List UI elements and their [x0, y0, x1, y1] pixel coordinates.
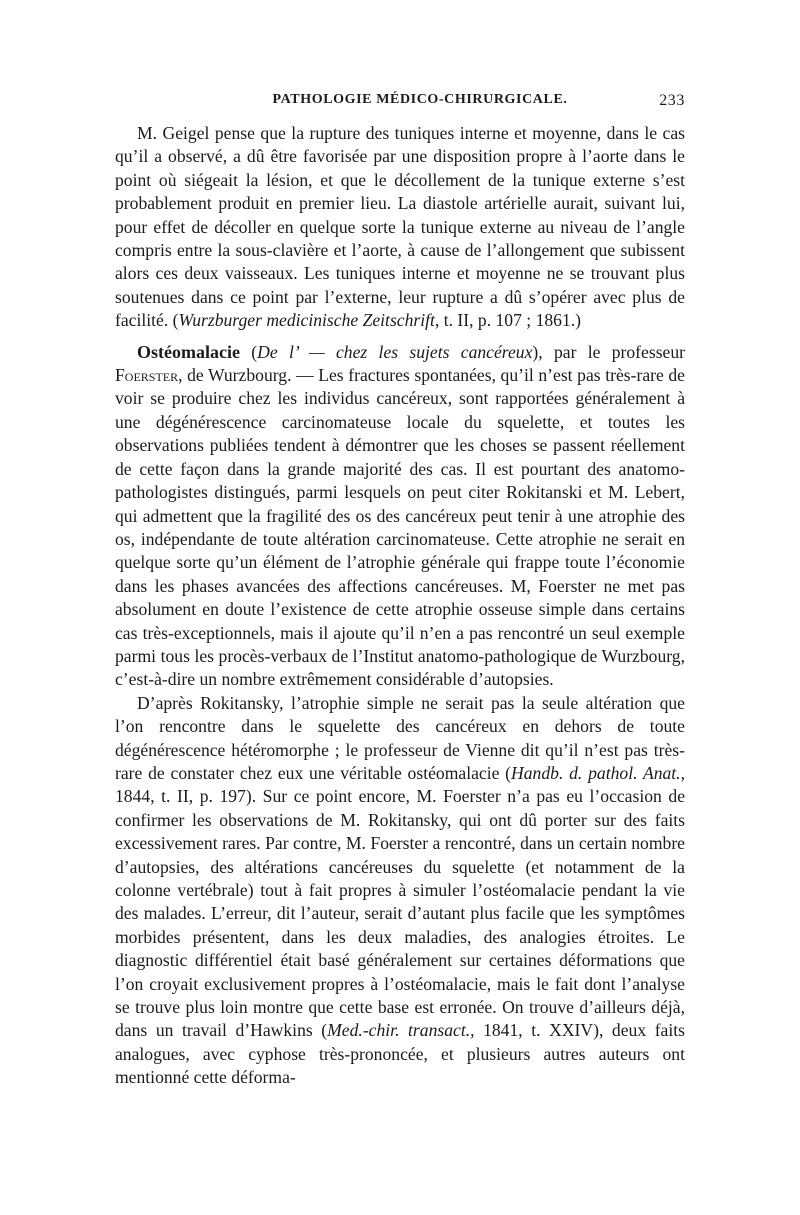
section-subtitle: De l’ — chez les sujets cancéreux: [257, 341, 533, 362]
paragraph-text: 1841, t. XXIV), deux faits analogues, avec cyphose très-prononcée, et plusieurs autres auteurs ont mentionné cette déforma-: [115, 1020, 685, 1088]
reference-detail: t. II, p. 107 ; 1861.): [439, 310, 582, 331]
reference-open: (: [172, 310, 179, 331]
paragraph-rokitansky: [115, 692, 685, 1090]
section-heading: Ostéomalacie: [137, 341, 240, 362]
paragraph-text: , de Wurzbourg. — Les fractures spontanées, qu’il n’est pas très-rare de voir se produire chez les individus cancéreux, sont rapportées généralement à une dégénérescence carcinomateuse locale du squelette, et toutes les observations publiées tendent à démontrer que les choses se passent réellement de cette façon dans la grande majorité des cas. Il est pourtant des anatomo-pathologistes distingués, parmi lesquels on peut citer Rokitanski et M. Lebert, qui admettent que la fragilité des os des cancéreux peut tenir à une atrophie des os, indépendante de toute altération carcinomateuse. Cette atrophie ne serait en quelque sorte qu’un élément de l’atrophie générale qui frappe toute l’économie dans les phases avancées des affections cancéreuses. M, Foerster ne met pas absolument en doute l’existence de cette atrophie osseuse simple dans certains cas très-exceptionnels, mais il ajoute qu’il n’en a pas rencontré un seul exemple parmi tous les procès-verbaux de l’Institut anatomo-pathologique de Wurzbourg, c’est-à-dire un nombre extrêmement considérable d’autopsies.: [115, 365, 685, 690]
reference-medchir: Med.-chir. transact.,: [327, 1020, 475, 1041]
subtitle-open: (: [239, 341, 258, 362]
subtitle-close: ), par le professeur: [532, 341, 685, 362]
reference-journal: Wurzburger medicinische Zeitschrift,: [178, 310, 440, 331]
paragraph-text: D’après Rokitansky, l’atrophie simple ne serait pas la seule altération que l’on rencontre dans le squelette des cancéreux en dehors de toute dégénérescence hétéromorphe ; le professeur de Vienne dit qu’il n’est pas très-rare de constater chez eux une véritable ostéomalacie (: [115, 692, 685, 783]
author-name: Foerster: [115, 365, 179, 386]
page-number: 233: [659, 92, 685, 109]
body-text: [115, 122, 685, 1090]
paragraph-osteomalacie: [115, 341, 685, 692]
paragraph-text: M. Geigel pense que la rupture des tuniques interne et moyenne, dans le cas qu’il a observé, a dû être favorisée par une disposition propre à l’aorte dans le point où siégeait la lésion, et que le décollement de la tunique externe s’est probablement produit en premier lieu. La diastole artérielle aurait, suivant lui, pour effet de décoller en quelque sorte la tunique externe au niveau de l’angle compris entre la sous-clavière et l’aorte, à cause de l’allongement que subissent alors ces deux vaisseaux. Les tuniques interne et moyenne ne se trouvant plus soutenues dans ce point par l’externe, leur rupture a dû s’opérer avec plus de facilité.: [115, 123, 685, 331]
running-title: PATHOLOGIE MÉDICO-CHIRURGICALE.: [272, 92, 568, 107]
running-header: [115, 92, 685, 122]
reference-handbook: Handb. d. pathol. Anat.,: [511, 762, 685, 783]
paragraph-text: 1844, t. II, p. 197). Sur ce point encore, M. Foerster n’a pas eu l’occasion de confirmer les observations de M. Rokitansky, qui ont dû porter sur des faits excessivement rares. Par contre, M. Foerster a rencontré, dans un certain nombre d’autopsies, des altérations cancéreuses du squelette (et notamment de la colonne vertébrale) tout à fait propres à simuler l’ostéomalacie pendant la vie des malades. L’erreur, dit l’auteur, serait d’autant plus facile que les symptômes morbides présentent, dans les deux maladies, des analogies étroites. Le diagnostic différentiel était basé généralement sur certaines déformations que l’on croyait exclusivement propres à l’ostéomalacie, mais le fait dont l’analyse se trouve plus loin montre que cette base est erronée. On trouve d’ailleurs déjà, dans un travail d’Hawkins (: [115, 786, 685, 1041]
paragraph-geigel: [115, 122, 685, 333]
book-page: [115, 92, 685, 1090]
